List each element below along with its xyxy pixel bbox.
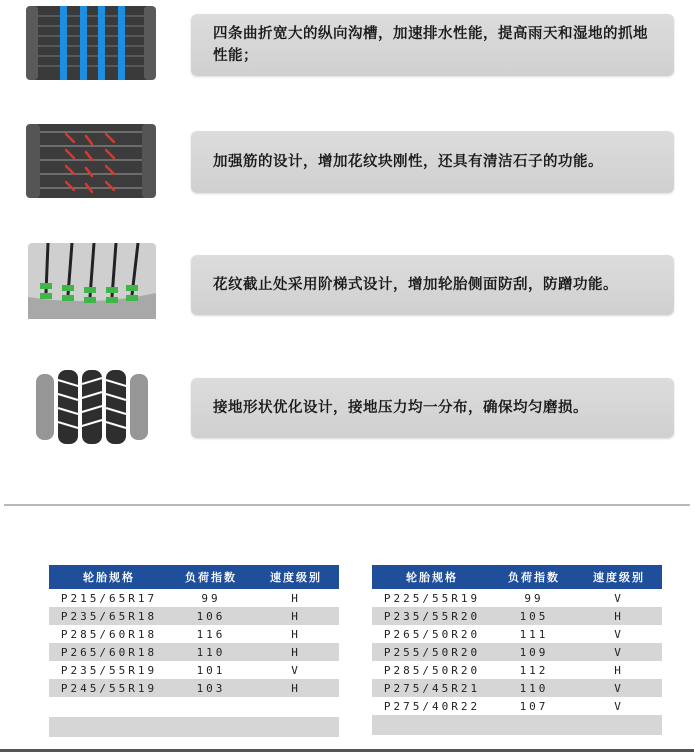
tread-grooves-image [26,6,156,80]
load-index-cell: 99 [201,591,221,605]
tire-size-cell: P265/60R18 [49,643,169,661]
spec-table-left [49,565,339,737]
tire-size-cell: P245/55R19 [49,679,169,697]
table-header-row [372,565,662,589]
table-row [49,643,339,661]
tire-size-cell: P275/40R22 [383,699,481,713]
load-index-cell: 112 [519,663,549,677]
load-index-cell: 111 [519,627,549,641]
table-row [372,643,662,661]
tire-size-cell: P265/50R20 [383,627,481,641]
speed-rating-cell: H [253,643,339,661]
tire-size-cell: P225/55R19 [383,591,481,605]
load-index-cell: 101 [196,663,226,677]
header-load-index: 负荷指数 [492,565,576,589]
feature-text-3: 花纹截止处采用阶梯式设计，增加轮胎侧面防刮，防蹭功能。 [213,277,618,293]
feature-text-2: 加强筋的设计，增加花纹块刚性，还具有清洁石子的功能。 [213,154,603,170]
table-header-row [49,565,339,589]
feature-text-4: 接地形状优化设计，接地压力均一分布，确保均匀磨损。 [213,400,588,416]
reinforced-rib-image [26,124,156,198]
tire-size-cell: P235/55R20 [372,607,492,625]
load-index-cell: 105 [492,607,576,625]
speed-rating-cell: V [614,591,624,605]
table-row [49,625,339,643]
load-index-cell: 110 [492,679,576,697]
tire-size-cell: P255/50R20 [372,643,492,661]
header-speed-rating: 速度级别 [576,565,662,589]
feature-box-2 [191,131,674,193]
tire-size-cell: P215/65R17 [60,591,158,605]
section-divider [4,504,690,506]
tire-size-cell: P285/60R18 [60,627,158,641]
tire-size-cell: P235/55R19 [60,663,158,677]
speed-rating-cell: H [291,627,301,641]
contact-footprint-image [24,368,160,446]
table-row [49,679,339,697]
table-row [49,607,339,625]
feature-box-3 [191,255,674,315]
feature-box-4 [191,378,674,438]
table-row [49,661,339,679]
table-row-empty [49,717,339,737]
speed-rating-cell: H [291,591,301,605]
header-tire-size: 轮胎规格 [49,565,169,589]
speed-rating-cell: H [253,679,339,697]
header-load-index: 负荷指数 [169,565,253,589]
table-row-empty [49,697,339,717]
speed-rating-cell: V [614,699,624,713]
load-index-cell: 106 [169,607,253,625]
table-row [372,607,662,625]
speed-rating-cell: V [291,663,301,677]
speed-rating-cell: V [576,643,662,661]
feature-box-1 [191,14,674,76]
header-speed-rating: 速度级别 [253,565,339,589]
speed-rating-cell: H [253,607,339,625]
speed-rating-cell: V [576,679,662,697]
table-row [372,661,662,679]
table-row-empty [372,715,662,735]
table-row [372,589,662,607]
load-index-cell: 110 [169,643,253,661]
table-row [372,697,662,715]
speed-rating-cell: H [614,663,624,677]
feature-text-1: 四条曲折宽大的纵向沟槽，加速排水性能，提高雨天和湿地的抓地性能； [213,26,648,64]
speed-rating-cell: H [576,607,662,625]
spec-table-right [372,565,662,735]
header-tire-size: 轮胎规格 [372,565,492,589]
load-index-cell: 107 [519,699,549,713]
table-row [372,679,662,697]
table-row [372,625,662,643]
speed-rating-cell: V [614,627,624,641]
tire-size-cell: P285/50R20 [383,663,481,677]
load-index-cell: 103 [169,679,253,697]
load-index-cell: 99 [524,591,544,605]
tire-size-cell: P235/65R18 [49,607,169,625]
table-row [49,589,339,607]
load-index-cell: 109 [492,643,576,661]
load-index-cell: 116 [196,627,226,641]
tire-size-cell: P275/45R21 [372,679,492,697]
stepped-sidewall-image [28,243,156,319]
